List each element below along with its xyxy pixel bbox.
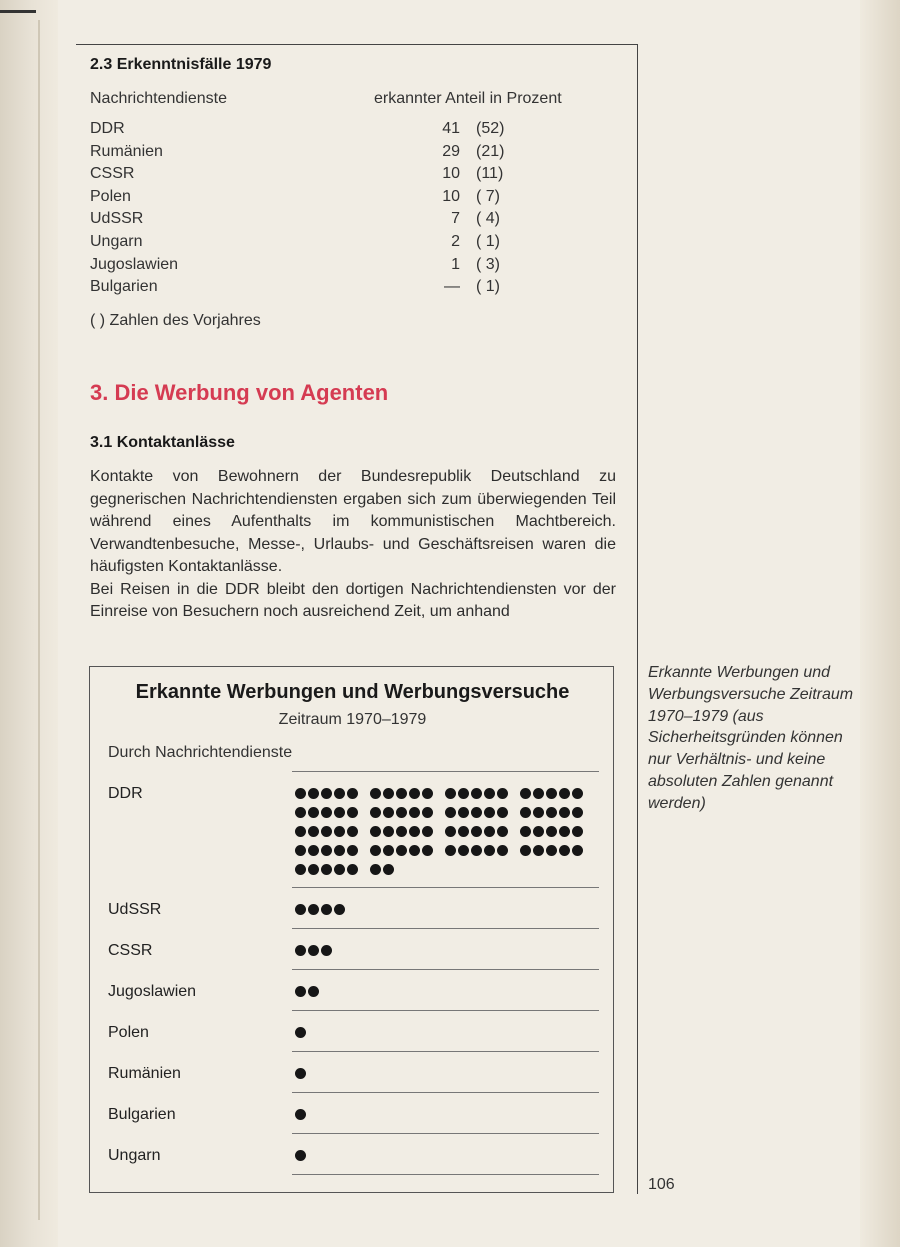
chart-dot — [471, 788, 482, 799]
chart-dot — [559, 826, 570, 837]
row-percent: 2 — [451, 233, 460, 250]
page-edge-right — [860, 0, 900, 1247]
chart-dot — [484, 826, 495, 837]
chart-dot — [295, 986, 306, 997]
row-percent: — — [444, 278, 460, 296]
table-row — [90, 233, 530, 255]
chart-dot — [321, 845, 332, 856]
chart-dot — [471, 845, 482, 856]
chart-dot — [396, 826, 407, 837]
chart-dot — [520, 826, 531, 837]
chart-row-rule — [292, 1010, 599, 1011]
chart-dot — [546, 807, 557, 818]
table-row — [90, 143, 530, 165]
chart-dot — [471, 807, 482, 818]
chart-dot — [321, 807, 332, 818]
row-previous-year: (52) — [476, 120, 505, 137]
chart-dot — [370, 845, 381, 856]
chart-dot — [347, 807, 358, 818]
chart-category-label: UdSSR — [108, 901, 162, 918]
chart-dot — [409, 845, 420, 856]
chart-dot — [383, 788, 394, 799]
chart-dot-group — [295, 904, 615, 923]
chart-dot — [533, 807, 544, 818]
chart-dot — [497, 807, 508, 818]
row-percent: 7 — [451, 210, 460, 228]
chart-dot — [383, 807, 394, 818]
chart-dot — [295, 845, 306, 856]
chart-row-rule — [292, 1051, 599, 1052]
row-service-name: DDR — [90, 120, 125, 137]
page-gutter — [0, 0, 58, 1247]
chart-dot — [347, 826, 358, 837]
chart-category-header: Durch Nachrichtendienste — [108, 744, 293, 761]
chart-dot — [422, 845, 433, 856]
chapter-heading: 3. Die Werbung von Agenten — [90, 380, 389, 405]
chart-dot — [308, 845, 319, 856]
chart-dot — [295, 1109, 306, 1120]
row-service-name: Jugoslawien — [90, 255, 179, 273]
chart-dot — [334, 845, 345, 856]
chart-dot — [409, 788, 420, 799]
chart-dot — [396, 788, 407, 799]
row-percent: 10 — [442, 165, 460, 183]
chart-dot — [295, 826, 306, 837]
chart-dot — [347, 845, 358, 856]
sub-heading-3-1: 3.1 Kontaktanlässe — [90, 434, 235, 451]
chart-row-rule — [292, 1092, 599, 1093]
top-rule — [0, 10, 36, 13]
chart-dot — [396, 845, 407, 856]
chart-dot — [308, 807, 319, 818]
chart-dot — [295, 945, 306, 956]
chart-dot — [308, 864, 319, 875]
chart-dot — [334, 826, 345, 837]
chart-dot — [533, 845, 544, 856]
chart-dot — [308, 945, 319, 956]
chart-dot — [321, 788, 332, 799]
row-service-name: Rumänien — [90, 142, 163, 160]
chart-dot — [546, 826, 557, 837]
row-percent: 41 — [442, 120, 460, 137]
chart-dot — [308, 904, 319, 915]
chart-dot — [370, 807, 381, 818]
chart-dot — [484, 788, 495, 799]
chart-dot-group — [295, 1150, 615, 1169]
chart-row-rule — [292, 969, 599, 970]
chart-dot — [321, 904, 332, 915]
chart-dot — [295, 807, 306, 818]
chart-dot — [308, 788, 319, 799]
chart-dot — [321, 945, 332, 956]
chart-row-rule — [292, 1174, 599, 1175]
chart-dot — [445, 845, 456, 856]
chart-dot — [445, 826, 456, 837]
chart-dot — [546, 788, 557, 799]
chart-title: Erkannte Werbungen und Werbungsversuche — [135, 681, 570, 703]
section-heading-2-3: 2.3 Erkenntnisfälle 1979 — [90, 56, 272, 73]
chart-dot — [546, 845, 557, 856]
chart-dot — [458, 845, 469, 856]
chart-dot — [422, 826, 433, 837]
row-percent: 10 — [442, 187, 460, 205]
table-row — [90, 210, 530, 232]
chart-row-rule — [292, 771, 599, 772]
pictogram-chart — [89, 666, 614, 1193]
chart-dot — [533, 788, 544, 799]
chart-dot — [321, 826, 332, 837]
chart-dot — [321, 864, 332, 875]
chart-dot — [396, 807, 407, 818]
chart-category-label: Ungarn — [108, 1147, 161, 1164]
frame-right-rule — [637, 44, 638, 1194]
chart-subtitle: Zeitraum 1970–1979 — [278, 711, 427, 728]
chart-dot — [295, 904, 306, 915]
row-previous-year: ( 1) — [476, 233, 500, 250]
chart-dot-group — [295, 1068, 615, 1087]
chart-category-label: Polen — [108, 1024, 149, 1041]
chart-dot-group — [295, 1027, 615, 1046]
chart-dot-group — [295, 788, 615, 883]
chart-dot — [334, 807, 345, 818]
chart-dot-group — [295, 986, 615, 1005]
chart-category-label: DDR — [108, 785, 143, 802]
spine-line — [38, 20, 40, 1220]
chart-dot — [422, 807, 433, 818]
chart-dot — [471, 826, 482, 837]
chart-dot — [308, 826, 319, 837]
chart-category-label: Rumänien — [108, 1065, 181, 1082]
row-previous-year: (11) — [476, 165, 504, 183]
table-row — [90, 278, 530, 300]
chart-dot — [497, 845, 508, 856]
chart-category-label: Jugoslawien — [108, 983, 197, 1000]
chart-dot — [295, 788, 306, 799]
chart-dot — [484, 807, 495, 818]
row-service-name: Polen — [90, 187, 131, 205]
chart-dot — [484, 845, 495, 856]
chart-dot — [347, 788, 358, 799]
row-service-name: CSSR — [90, 165, 135, 183]
chart-dot — [559, 845, 570, 856]
chart-dot — [559, 788, 570, 799]
row-previous-year: ( 4) — [476, 210, 500, 228]
table-row — [90, 165, 530, 187]
row-service-name: UdSSR — [90, 210, 144, 228]
chart-dot — [409, 807, 420, 818]
chart-dot — [370, 826, 381, 837]
chart-dot — [383, 864, 394, 875]
chart-dot — [572, 845, 583, 856]
chart-dot — [559, 807, 570, 818]
chart-dot — [572, 807, 583, 818]
chart-dot — [334, 788, 345, 799]
chart-dot-group — [295, 1109, 615, 1128]
body-text — [90, 466, 616, 624]
chart-dot — [445, 788, 456, 799]
side-note: Erkannte Werbungen und Werbungsversuche Zeitraum 1970–1979 (aus Sicherheitsgründen können nur Verhältnis- und keine absoluten Zahlen genannt werden) — [648, 664, 854, 812]
table-row — [90, 256, 530, 278]
chart-dot — [572, 826, 583, 837]
row-percent: 1 — [451, 255, 460, 273]
chart-dot — [370, 788, 381, 799]
chart-dot-group — [295, 945, 615, 964]
chart-dot — [572, 788, 583, 799]
paragraph: Kontakte von Bewohnern der Bundesrepublik Deutschland zu gegnerischen Nachrichtendiensten ergaben sich zum überwiegenden Teil während eines Aufenthalts im kommunistischen Machtbereich. Verwandtenbesuche, Messe-, Urlaubs- und Geschäftsreisen waren die häufigsten Kontaktanlässe. — [90, 468, 616, 575]
chart-dot — [295, 1027, 306, 1038]
chart-dot — [295, 1068, 306, 1079]
chart-dot — [370, 864, 381, 875]
chart-dot — [520, 807, 531, 818]
row-service-name: Ungarn — [90, 233, 143, 250]
chart-row-rule — [292, 1133, 599, 1134]
page-number: 106 — [648, 1176, 675, 1193]
chart-dot — [422, 788, 433, 799]
chart-category-label: Bulgarien — [108, 1106, 176, 1123]
chart-dot — [334, 904, 345, 915]
row-previous-year: ( 1) — [476, 278, 500, 296]
chart-dot — [497, 788, 508, 799]
column-header-share: erkannter Anteil in Prozent — [374, 90, 562, 107]
chart-dot — [347, 864, 358, 875]
table-row — [90, 188, 530, 210]
chart-dot — [295, 1150, 306, 1161]
paragraph: Bei Reisen in die DDR bleibt den dortigen Nachrichtendiensten vor der Einreise von Besuchern noch ausreichend Zeit, um anhand — [90, 580, 616, 620]
table-note: ( ) Zahlen des Vorjahres — [90, 312, 261, 329]
row-previous-year: ( 3) — [476, 255, 500, 273]
column-header-services: Nachrichtendienste — [90, 90, 227, 107]
chart-dot — [458, 826, 469, 837]
chart-dot — [533, 826, 544, 837]
chart-dot — [497, 826, 508, 837]
frame-top-rule — [76, 44, 638, 45]
chart-dot — [383, 845, 394, 856]
row-service-name: Bulgarien — [90, 278, 158, 296]
table-row — [90, 120, 530, 142]
chart-dot — [334, 864, 345, 875]
chart-row-rule — [292, 887, 599, 888]
chart-dot — [383, 826, 394, 837]
chart-dot — [295, 864, 306, 875]
chart-dot — [520, 788, 531, 799]
chart-dot — [445, 807, 456, 818]
chart-dot — [520, 845, 531, 856]
chart-dot — [458, 788, 469, 799]
row-previous-year: (21) — [476, 142, 505, 160]
chart-row-rule — [292, 928, 599, 929]
chart-dot — [409, 826, 420, 837]
row-previous-year: ( 7) — [476, 187, 500, 205]
chart-dot — [308, 986, 319, 997]
chart-dot — [458, 807, 469, 818]
chart-category-label: CSSR — [108, 942, 153, 959]
row-percent: 29 — [442, 142, 460, 160]
